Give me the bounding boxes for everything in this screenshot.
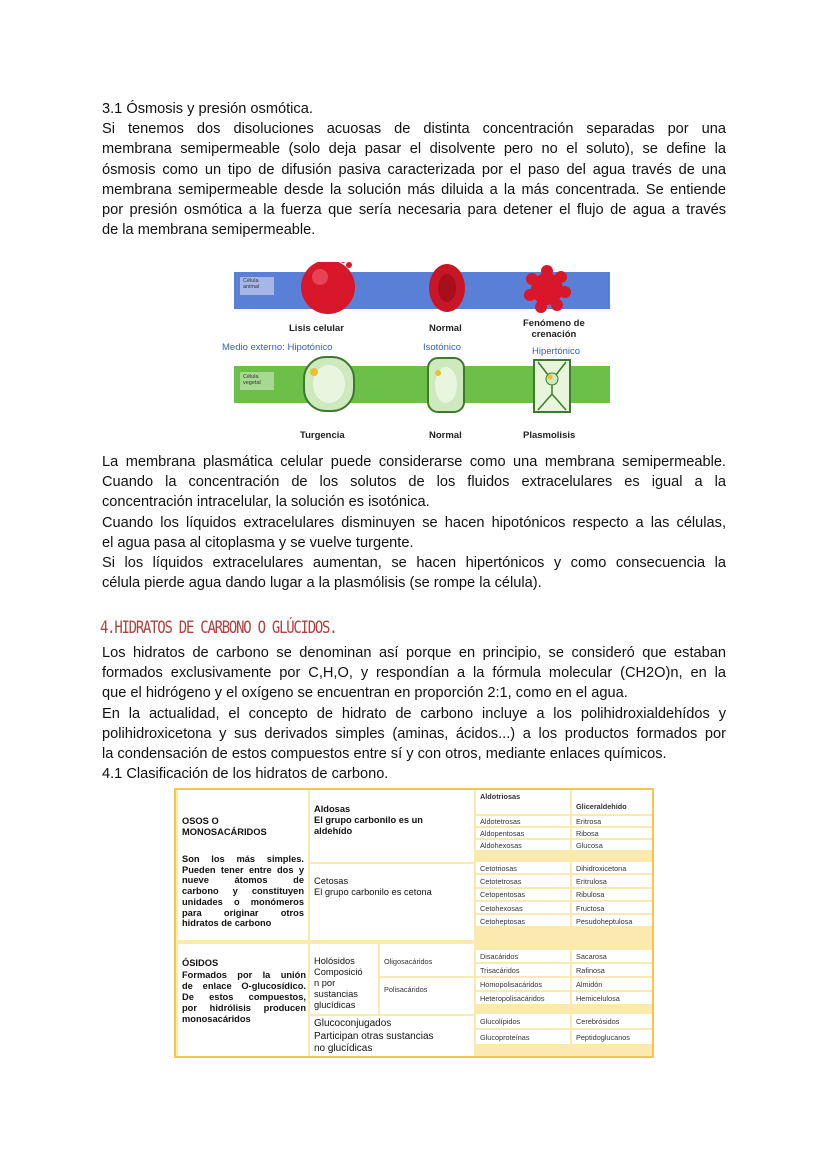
gliceraldehido-header: Gliceraldehído	[576, 802, 627, 811]
table-cell	[572, 915, 652, 926]
table-cell	[476, 978, 570, 990]
table-cell	[572, 840, 652, 850]
table-cell-text: Hemicelulosa	[576, 994, 620, 1003]
table-cell-text: Aldotetrosas	[480, 817, 521, 826]
table-cell-text: Cetotetrosas	[480, 876, 522, 886]
oligosacaridos-cell: Oligosacáridos	[384, 957, 433, 966]
paragraph-line: La membrana plasmática celular puede considerarse como una membrana semipermeable.	[102, 454, 726, 470]
section-4-heading: 4.HIDRATOS DE CARBONO O GLÚCIDOS.	[100, 618, 337, 638]
membrane-paragraph	[102, 452, 726, 593]
table-cell	[572, 992, 652, 1004]
table-cell	[572, 875, 652, 886]
table-cell-text: Eritrosa	[576, 817, 602, 826]
section-4-paragraph	[102, 643, 726, 784]
label-medio-hipotonico: Medio externo: Hipotónico	[222, 342, 333, 353]
table-cell	[476, 828, 570, 838]
table-cell-text: Cetopentosas	[480, 890, 526, 900]
table-cell	[572, 816, 652, 826]
table-cell	[572, 828, 652, 838]
table-cell-text: Homopolisacáridos	[480, 980, 543, 989]
table-cell-text: Rafinosa	[576, 966, 605, 975]
table-cell	[572, 902, 652, 913]
table-cell	[476, 902, 570, 913]
paragraph-line: la condensación de estos compuestos entre sí y con otros, mediante enlaces químicos.	[102, 746, 667, 763]
paragraph-line: de la membrana semipermeable.	[102, 222, 316, 239]
table-cell	[572, 889, 652, 900]
label-isotonico: Isotónico	[423, 342, 462, 353]
table-cell-text: Glucoproteínas	[480, 1033, 530, 1042]
table-cell	[572, 1030, 652, 1044]
table-cell	[476, 889, 570, 900]
table-cell	[572, 862, 652, 873]
table-cell	[572, 978, 652, 990]
table-cell-text: Pesudoheptulosa	[576, 916, 633, 926]
paragraph-line: Los hidratos de carbono se denominan así porque en principio, se consideró que estaban	[102, 645, 726, 661]
table-cell-text: Cetotriosas	[480, 863, 517, 873]
paragraph-line: Si tenemos dos disoluciones acuosas de distinta concentración separadas por una	[102, 121, 726, 138]
table-cell-text: Cerebrósidos	[576, 1017, 620, 1026]
table-cell-text: Trisacáridos	[480, 966, 520, 975]
table-cell	[476, 964, 570, 976]
label-hipertonico: Hipertónico	[532, 346, 581, 357]
table-cell	[476, 840, 570, 850]
classification-table	[174, 788, 654, 1058]
table-cell	[476, 862, 570, 873]
osidos-description: Formados por la unión de enlace O-glucosídico. De estos compuestos, por hidrólisis producen monosacáridos	[182, 970, 306, 1024]
paragraph-line: Si los líquidos extracelulares aumentan, se hacen hipertónicos y como consecuencia la	[102, 555, 726, 572]
osidos-title: ÓSIDOS	[182, 958, 219, 968]
section-title: 3.1 Ósmosis y presión osmótica.	[102, 101, 313, 117]
plant-cell-label: Célula vegetal	[243, 374, 261, 386]
swollen-red-cell	[301, 262, 355, 314]
table-cell-text: Peptidoglucanos	[576, 1033, 630, 1042]
section-subtitle: 4.1 Clasificación de los hidratos de carbono.	[102, 766, 389, 783]
table-cell	[476, 950, 570, 962]
paragraph-line: polihidroxicetona y sus derivados simples (aminas, ácidos...) a los productos formados por	[102, 725, 726, 742]
table-cell-text: Disacáridos	[480, 952, 519, 961]
label-normal-top: Normal	[429, 323, 462, 334]
glucoconjugados-cell: Glucoconjugados Participan otras sustancias no glucídicas	[314, 1018, 434, 1054]
paragraph-line: formados exclusivamente por C,H,O, y respondían a la fórmula molecular (CH2O)n, en la	[102, 665, 726, 682]
osas-description: Son los más simples. Pueden tener entre dos y nueve átomos de carbono y constituyen unidades o monómeros para originar otros hidratos de carbono	[182, 854, 304, 929]
label-lisis: Lisis celular	[289, 323, 344, 334]
paragraph-line: ósmosis como un tipo de difusión pasiva caracterizada por el paso del agua través de una	[102, 161, 726, 178]
paragraph-line: que el hidrógeno y el oxígeno se encuentran en proporción 2:1, como en el agua.	[102, 685, 628, 702]
paragraph-line: por presión osmótica a la fuerza que sería necesaria para detener el flujo de agua a través	[102, 202, 726, 219]
table-cell-text: Aldohexosas	[480, 841, 522, 850]
table-cell-text: Ribosa	[576, 829, 599, 838]
paragraph-line: Cuando la concentración de los solutos de los fluidos extracelulares es igual a la	[102, 474, 726, 491]
table-cell	[476, 915, 570, 926]
table-cell	[476, 1014, 570, 1028]
osmosis-figure	[220, 262, 610, 447]
table-cell-text: Ribulosa	[576, 890, 605, 900]
table-cell	[476, 875, 570, 886]
paragraph-line: célula pierde agua dando lugar a la plasmólisis (se rompe la célula).	[102, 575, 542, 592]
paragraph-line: membrana semipermeable (solo deja pasar el disolvente pero no el soluto), se define la	[102, 141, 726, 158]
table-cell-text: Cetohexosas	[480, 903, 523, 913]
plasmolysed-plant-cell	[534, 360, 570, 412]
table-cell-text: Heteropolisacáridos	[480, 994, 545, 1003]
table-cell	[476, 992, 570, 1004]
label-plasmolisis: Plasmolisis	[523, 430, 576, 441]
paragraph-line: membrana semipermeable desde la solución más diluida a la más concentrada. Se entiende	[102, 181, 726, 198]
table-cell-text: Eritrulosa	[576, 876, 607, 886]
table-cell-text: Sacarosa	[576, 952, 607, 961]
section-3-1	[102, 99, 726, 240]
turgid-plant-cell	[304, 357, 354, 411]
aldosas-cell: Aldosas El grupo carbonilo es un aldehído	[314, 804, 423, 836]
normal-plant-cell	[428, 358, 464, 412]
label-crenacion: Fenómeno de crenación	[523, 318, 585, 340]
table-cell-text: Dihidroxicetona	[576, 863, 627, 873]
table-cell-text: Glucosa	[576, 841, 603, 850]
label-normal-bottom: Normal	[429, 430, 462, 441]
table-cell	[572, 964, 652, 976]
table-cell	[572, 1014, 652, 1028]
table-cell-text: Fructosa	[576, 903, 605, 913]
aldotriosas-header: Aldotriosas	[480, 792, 521, 801]
polisacaridos-cell: Polisacáridos	[384, 985, 428, 994]
paragraph-line: concentración intracelular, la solución es isotónica.	[102, 494, 430, 511]
table-cell-text: Aldopentosas	[480, 829, 525, 838]
animal-cell-label: Célula animal	[243, 278, 260, 290]
table-cell-text: Cetoheptosas	[480, 916, 526, 926]
holosidos-cell: Holósidos Composició n por sustancias glucídicas	[314, 956, 363, 1010]
table-cell-text: Glucolípidos	[480, 1017, 521, 1026]
paragraph-line: En la actualidad, el concepto de hidrato de carbono incluye a los polihidroxialdehídos y	[102, 705, 726, 722]
table-cell	[476, 1030, 570, 1044]
table-cell	[572, 950, 652, 962]
table-cell	[476, 816, 570, 826]
label-turgencia: Turgencia	[300, 430, 345, 441]
paragraph-line: Cuando los líquidos extracelulares disminuyen se hacen hipotónicos respecto a las células,	[102, 514, 726, 531]
cetosas-cell: Cetosas El grupo carbonilo es cetona	[314, 876, 432, 897]
osas-title: OSOS O MONOSACÁRIDOS	[182, 816, 267, 837]
paragraph-line: el agua pasa al citoplasma y se vuelve turgente.	[102, 534, 414, 551]
table-cell-text: Almidón	[576, 980, 603, 989]
